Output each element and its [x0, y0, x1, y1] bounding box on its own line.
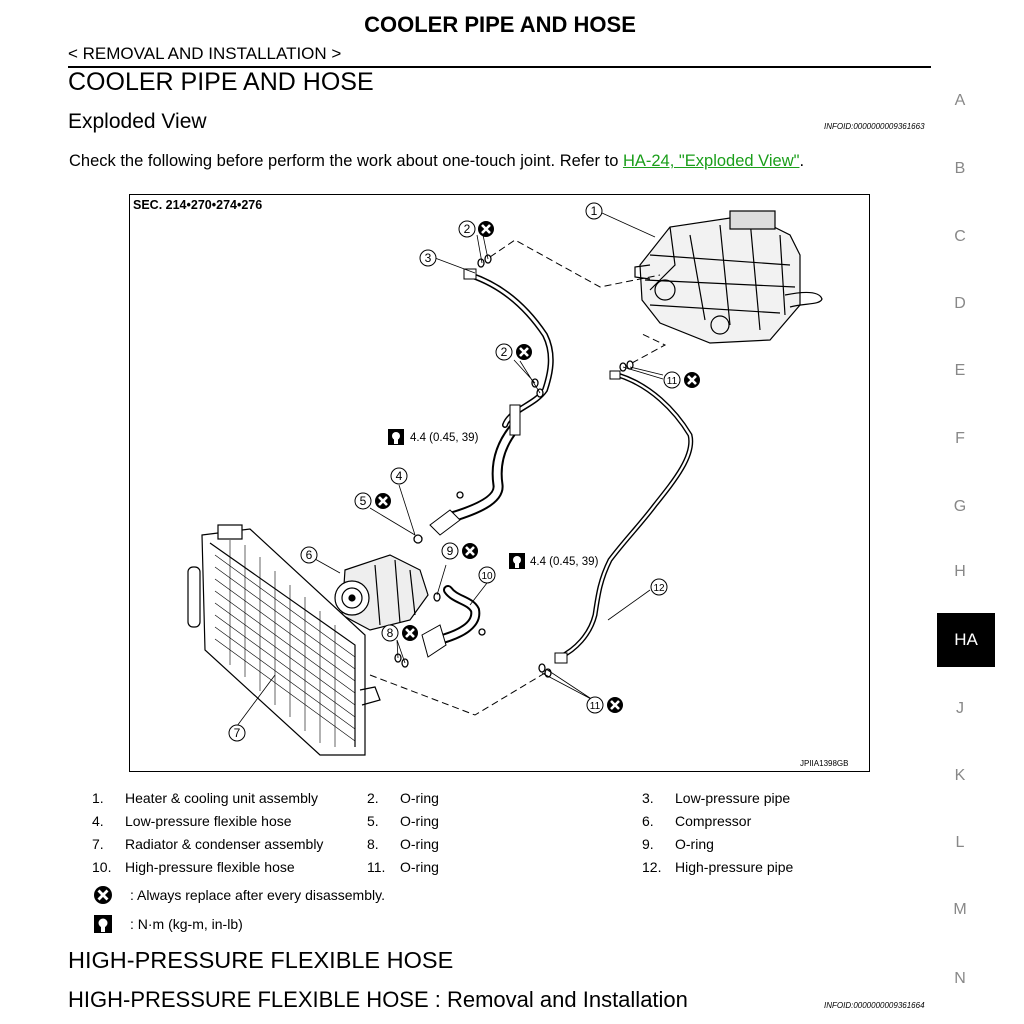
legend-number: 3. [642, 790, 654, 806]
legend-number: 7. [92, 836, 104, 852]
torque-icon [92, 913, 114, 935]
svg-text:7: 7 [233, 726, 241, 740]
figure-id: JPIIA1398GB [800, 759, 849, 768]
legend-label: Low-pressure pipe [675, 790, 791, 806]
intro-suffix: . [799, 152, 805, 170]
callout-10 [479, 567, 495, 583]
exploded-view-figure [129, 194, 870, 772]
side-index-letter[interactable]: F [955, 430, 965, 447]
side-index-letter[interactable]: H [954, 563, 966, 580]
svg-text:11: 11 [589, 701, 601, 712]
svg-text:4: 4 [395, 469, 403, 483]
intro-paragraph [69, 152, 804, 171]
high-pressure-hose-heading: HIGH-PRESSURE FLEXIBLE HOSE [68, 947, 454, 973]
torque-value-2: 4.4 (0.45, 39) [530, 556, 599, 568]
exploded-view-diagram [130, 195, 869, 771]
heater-cooling-unit-drawing [635, 211, 822, 343]
always-replace-icon [92, 884, 114, 906]
legend-number: 8. [367, 836, 379, 852]
callout-6 [301, 547, 317, 563]
info-id: INFOID:0000000009361663 [824, 122, 925, 131]
legend-label: O-ring [675, 836, 714, 852]
callout-5 [355, 493, 391, 509]
legend-number: 5. [367, 813, 379, 829]
side-index-letter[interactable]: J [956, 700, 964, 717]
callout-12 [651, 579, 667, 595]
legend-number: 9. [642, 836, 654, 852]
legend-label: Low-pressure flexible hose [125, 813, 292, 829]
removal-installation-heading: HIGH-PRESSURE FLEXIBLE HOSE : Removal and Installation [68, 987, 688, 1012]
side-index-letter[interactable]: G [953, 498, 967, 515]
page-title: COOLER PIPE AND HOSE [364, 12, 636, 37]
legend-label: High-pressure pipe [675, 859, 794, 875]
legend-label: O-ring [400, 859, 439, 875]
svg-text:6: 6 [305, 548, 313, 562]
svg-text:3: 3 [424, 251, 432, 265]
legend-label: Radiator & condenser assembly [125, 836, 324, 852]
sub-title: Exploded View [68, 110, 207, 133]
breadcrumb: < REMOVAL AND INSTALLATION > [68, 44, 342, 63]
svg-text:8: 8 [386, 626, 394, 640]
legend-label: Compressor [675, 813, 752, 829]
legend-number: 4. [92, 813, 104, 829]
svg-text:10: 10 [481, 571, 493, 582]
callout-2a [459, 221, 494, 237]
torque-symbol-2 [509, 553, 525, 569]
callout-9 [442, 543, 478, 559]
section-ref-label: SEC. 214•270•274•276 [133, 198, 263, 212]
legend-number: 6. [642, 813, 654, 829]
callout-3 [420, 250, 436, 266]
svg-text:1: 1 [590, 204, 598, 218]
side-index-active-ha[interactable]: HA [937, 613, 995, 667]
side-index-letter[interactable]: C [954, 228, 966, 245]
compressor-drawing [335, 555, 428, 630]
high-pressure-pipe [560, 375, 691, 657]
torque-note-text: : N·m (kg-m, in-lb) [130, 916, 243, 932]
legend-number: 1. [92, 790, 104, 806]
legend-number: 11. [367, 859, 386, 875]
svg-text:5: 5 [359, 494, 367, 508]
side-index-letter[interactable]: L [955, 834, 965, 851]
svg-text:9: 9 [446, 544, 454, 558]
side-index-letter[interactable]: E [954, 362, 966, 379]
side-index-letter[interactable]: A [954, 92, 966, 109]
callout-1 [586, 203, 602, 219]
legend-label: O-ring [400, 836, 439, 852]
callout-7 [229, 725, 245, 741]
legend-label: O-ring [400, 790, 439, 806]
info-id-2: INFOID:0000000009361664 [824, 1001, 925, 1010]
legend-number: 10. [92, 859, 112, 875]
radiator-condenser-drawing [188, 525, 380, 755]
svg-text:2: 2 [463, 222, 471, 236]
svg-text:2: 2 [500, 345, 508, 359]
side-index-letter[interactable]: N [954, 970, 966, 987]
legend-number: 12. [642, 859, 662, 875]
legend-number: 2. [367, 790, 379, 806]
callout-2b [496, 344, 532, 360]
callout-4 [391, 468, 407, 484]
callout-11b [587, 697, 623, 713]
svg-text:12: 12 [653, 583, 665, 594]
side-index-letter[interactable]: B [954, 160, 966, 177]
intro-text: Check the following before perform the work about one-touch joint. Refer to [69, 152, 623, 170]
torque-symbol-1 [388, 429, 404, 445]
legend-label: Heater & cooling unit assembly [125, 790, 318, 806]
replace-note-text: : Always replace after every disassembly. [130, 887, 385, 903]
svg-text:11: 11 [666, 376, 678, 387]
legend-label: High-pressure flexible hose [125, 859, 295, 875]
exploded-view-link[interactable]: HA-24, "Exploded View" [622, 152, 800, 170]
side-index-letter[interactable]: K [954, 767, 966, 784]
assembly-lines [370, 240, 665, 715]
torque-value-1: 4.4 (0.45, 39) [410, 432, 479, 444]
callout-11a [664, 372, 700, 388]
callout-8 [382, 625, 418, 641]
replace-symbol-note [92, 884, 385, 906]
legend-label: O-ring [400, 813, 439, 829]
side-index-letter[interactable]: D [954, 295, 966, 312]
section-title: COOLER PIPE AND HOSE [68, 68, 374, 96]
side-index-letter[interactable]: M [953, 901, 967, 918]
torque-symbol-note [92, 913, 243, 935]
